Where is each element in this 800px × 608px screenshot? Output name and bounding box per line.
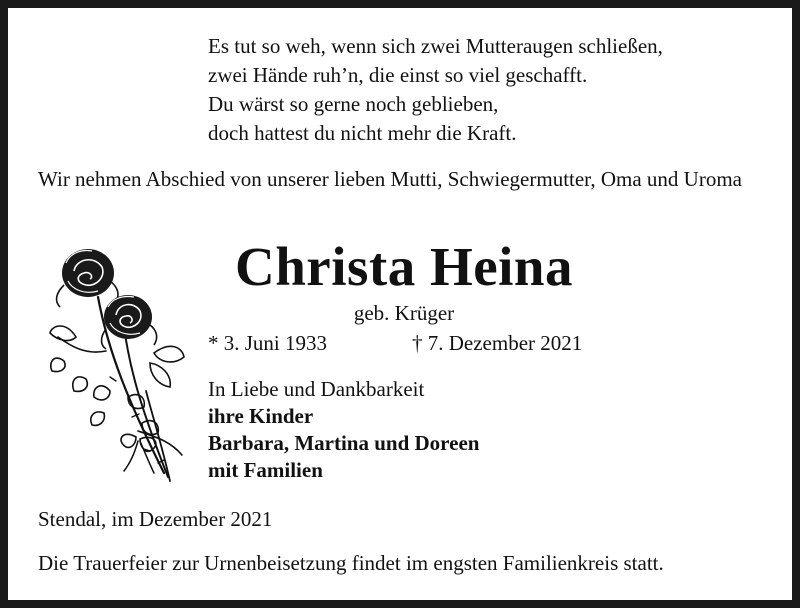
- maiden-name: geb. Krüger: [353, 301, 455, 325]
- poem: [208, 32, 663, 148]
- death-date: † 7. Dezember 2021: [412, 331, 583, 355]
- gratitude-line: In Liebe und Dankbarkeit: [208, 377, 425, 401]
- poem-line: doch hattest du nicht mehr die Kraft.: [208, 121, 517, 145]
- birth-date: * 3. Juni 1933: [208, 331, 328, 355]
- place-and-date: Stendal, im Dezember 2021: [38, 507, 273, 531]
- family-signature: [208, 376, 479, 484]
- poem-line: Es tut so weh, wenn sich zwei Mutteraugen schließen,: [208, 34, 663, 58]
- children-names: Barbara, Martina und Doreen: [208, 431, 480, 455]
- intro-text: Wir nehmen Abschied von unserer lieben Mutti, Schwiegermutter, Oma und Uroma: [38, 167, 742, 191]
- ceremony-note: Die Trauerfeier zur Urnenbeisetzung findet im engsten Familienkreis statt.: [38, 551, 664, 575]
- deceased-name: Christa Heina: [234, 236, 574, 297]
- roses-illustration-icon: [46, 241, 196, 487]
- poem-line: zwei Hände ruh’n, die einst so viel geschafft.: [208, 63, 588, 87]
- children-heading: ihre Kinder: [208, 404, 314, 428]
- poem-line: Du wärst so gerne noch geblieben,: [208, 92, 499, 116]
- families-line: mit Familien: [208, 458, 323, 482]
